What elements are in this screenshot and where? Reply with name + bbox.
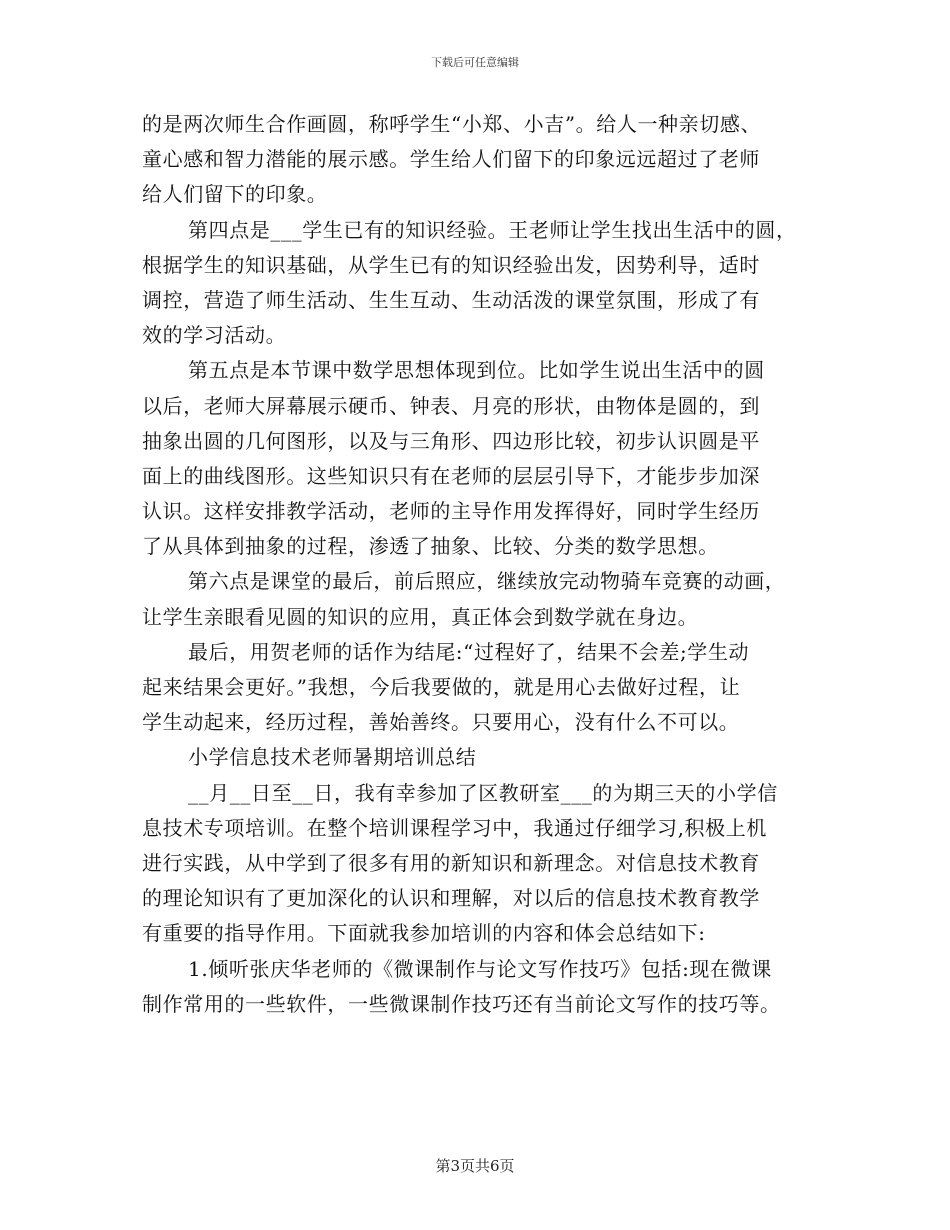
text-line: 抽象出圆的几何图形，以及与三角形、四边形比较，初步认识圆是平	[142, 428, 760, 453]
text-line: 第五点是本节课中数学思想体现到位。比如学生说出生活中的圆	[188, 358, 765, 383]
text-line: 息技术专项培训。在整个培训课程学习中，我通过仔细学习,积极上机	[142, 815, 767, 840]
text-line: 面上的曲线图形。这些知识只有在老师的层层引导下，才能步步加深	[142, 463, 760, 488]
text-line: 第四点是___学生已有的知识经验。王老师让学生找出生活中的圆，	[188, 217, 797, 242]
document-body	[142, 107, 832, 1022]
text-line: 起来结果会更好。”我想，今后我要做的，就是用心去做好过程，让	[142, 675, 741, 699]
text-line: 制作常用的一些软件，一些微课制作技巧还有当前论文写作的技巧等。	[142, 991, 781, 1016]
text-line: __月__日至__日，我有幸参加了区教研室___的为期三天的小学信	[188, 780, 778, 805]
text-line: 了从具体到抽象的过程，渗透了抽象、比较、分类的数学思想。	[142, 534, 719, 559]
page-number: 第3页共6页	[435, 1157, 515, 1175]
text-line: 调控，营造了师生活动、生生互动、生动活泼的课堂氛围，形成了有	[142, 287, 760, 312]
text-line: 学生动起来，经历过程，善始善终。只要用心，没有什么不可以。	[142, 710, 740, 735]
text-line: 的是两次师生合作画圆，称呼学生“小郑、小吉”。给人一种亲切感、	[142, 112, 762, 136]
text-line: 根据学生的知识基础，从学生已有的知识经验出发，因势利导，适时	[142, 252, 760, 277]
text-line: 认识。这样安排教学活动，老师的主导作用发挥得好，同时学生经历	[142, 499, 760, 524]
text-line: 给人们留下的印象。	[142, 182, 328, 207]
text-line: 进行实践，从中学到了很多有用的新知识和新理念。对信息技术教育	[142, 850, 760, 875]
text-line: 童心感和智力潜能的展示感。学生给人们留下的印象远远超过了老师	[142, 147, 760, 172]
text-line: 小学信息技术老师暑期培训总结	[188, 745, 477, 770]
text-line: 有重要的指导作用。下面就我参加培训的内容和体会总结如下:	[142, 921, 706, 946]
text-line: 第六点是课堂的最后，前后照应，继续放完动物骑车竞赛的动画，	[188, 569, 786, 594]
text-line: 最后，用贺老师的话作为结尾:“过程好了，结果不会差;学生动	[188, 639, 750, 664]
text-line: 1.倾听张庆华老师的《微课制作与论文写作技巧》包括:现在微课	[188, 956, 772, 981]
text-line: 效的学习活动。	[142, 323, 287, 348]
text-line: 的理论知识有了更加深化的认识和理解，对以后的信息技术教育教学	[142, 886, 760, 911]
text-line: 让学生亲眼看见圆的知识的应用，真正体会到数学就在身边。	[142, 604, 699, 629]
page-header: 下载后可任意编辑	[431, 56, 519, 69]
text-line: 以后，老师大屏幕展示硬币、钟表、月亮的形状，由物体是圆的，到	[142, 393, 760, 418]
